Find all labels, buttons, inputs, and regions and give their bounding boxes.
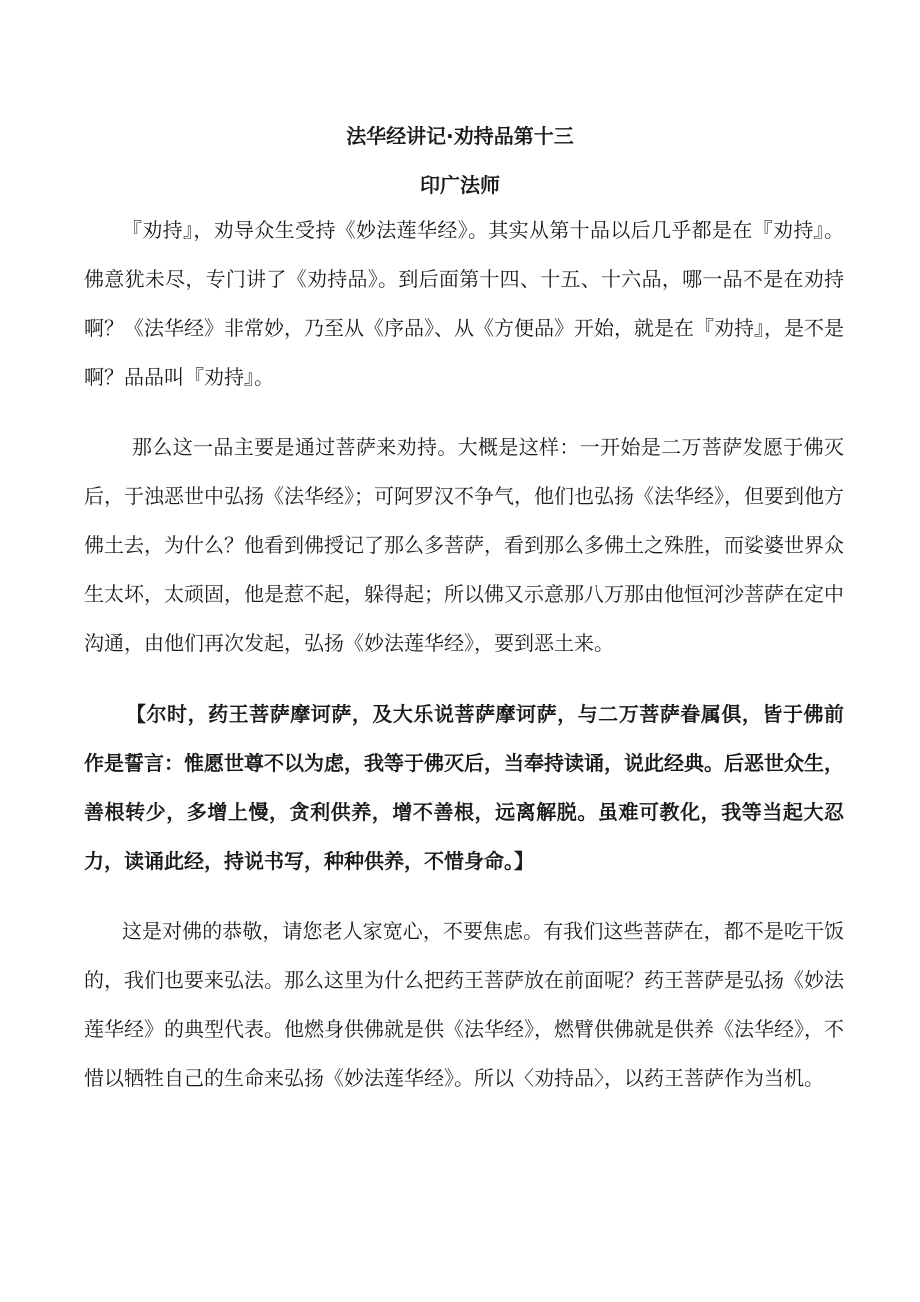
paragraph-sutra-quote: 【尔时，药王菩萨摩诃萨，及大乐说菩萨摩诃萨，与二万菩萨眷属俱，皆于佛前作是誓言：惟愿世尊不以为虑，我等于佛灭后，当奉持读诵，说此经典。后恶世众生，善根转少，多增上慢，贪利供养，增不善根，远离解脱。虽难可教化，我等当起大忍力，读诵此经，持说书写，种种供养，不惜身命。】 xyxy=(84,702,844,873)
paragraph-commentary: 这是对佛的恭敬，请您老人家宽心，不要焦虑。有我们这些菩萨在，都不是吃干饭的，我们也要来弘法。那么这里为什么把药王菩萨放在前面呢？药王菩萨是弘扬《妙法莲华经》的典型代表。他燃身供佛就是供《法华经》，燃臂供佛就是供养《法华经》，不惜以牺牲自己的生命来弘扬《妙法莲华经》。所以〈劝持品〉，以药王菩萨作为当机。 xyxy=(84,919,844,1090)
paragraph-intro: 『劝持』，劝导众生受持《妙法莲华经》。其实从第十品以后几乎都是在『劝持』。佛意犹未尽，专门讲了《劝持品》。到后面第十四、十五、十六品，哪一品不是在劝持啊？《法华经》非常妙，乃至从《序品》、从《方便品》开始，就是在『劝持』，是不是啊？品品叫『劝持』。 xyxy=(84,218,844,389)
paragraph-summary: 那么这一品主要是通过菩萨来劝持。大概是这样：一开始是二万菩萨发愿于佛灭后，于浊恶世中弘扬《法华经》；可阿罗汉不争气，他们也弘扬《法华经》，但要到他方佛土去，为什么？他看到佛授记了那么多菩萨，看到那么多佛土之殊胜，而娑婆世界众生太坏，太顽固，他是惹不起，躲得起；所以佛又示意那八万那由他恒河沙菩萨在定中沟通，由他们再次发起，弘扬《妙法莲华经》，要到恶土来。 xyxy=(84,435,844,655)
document-title: 法华经讲记·劝持品第十三 xyxy=(346,124,574,148)
document-author: 印广法师 xyxy=(420,173,500,197)
